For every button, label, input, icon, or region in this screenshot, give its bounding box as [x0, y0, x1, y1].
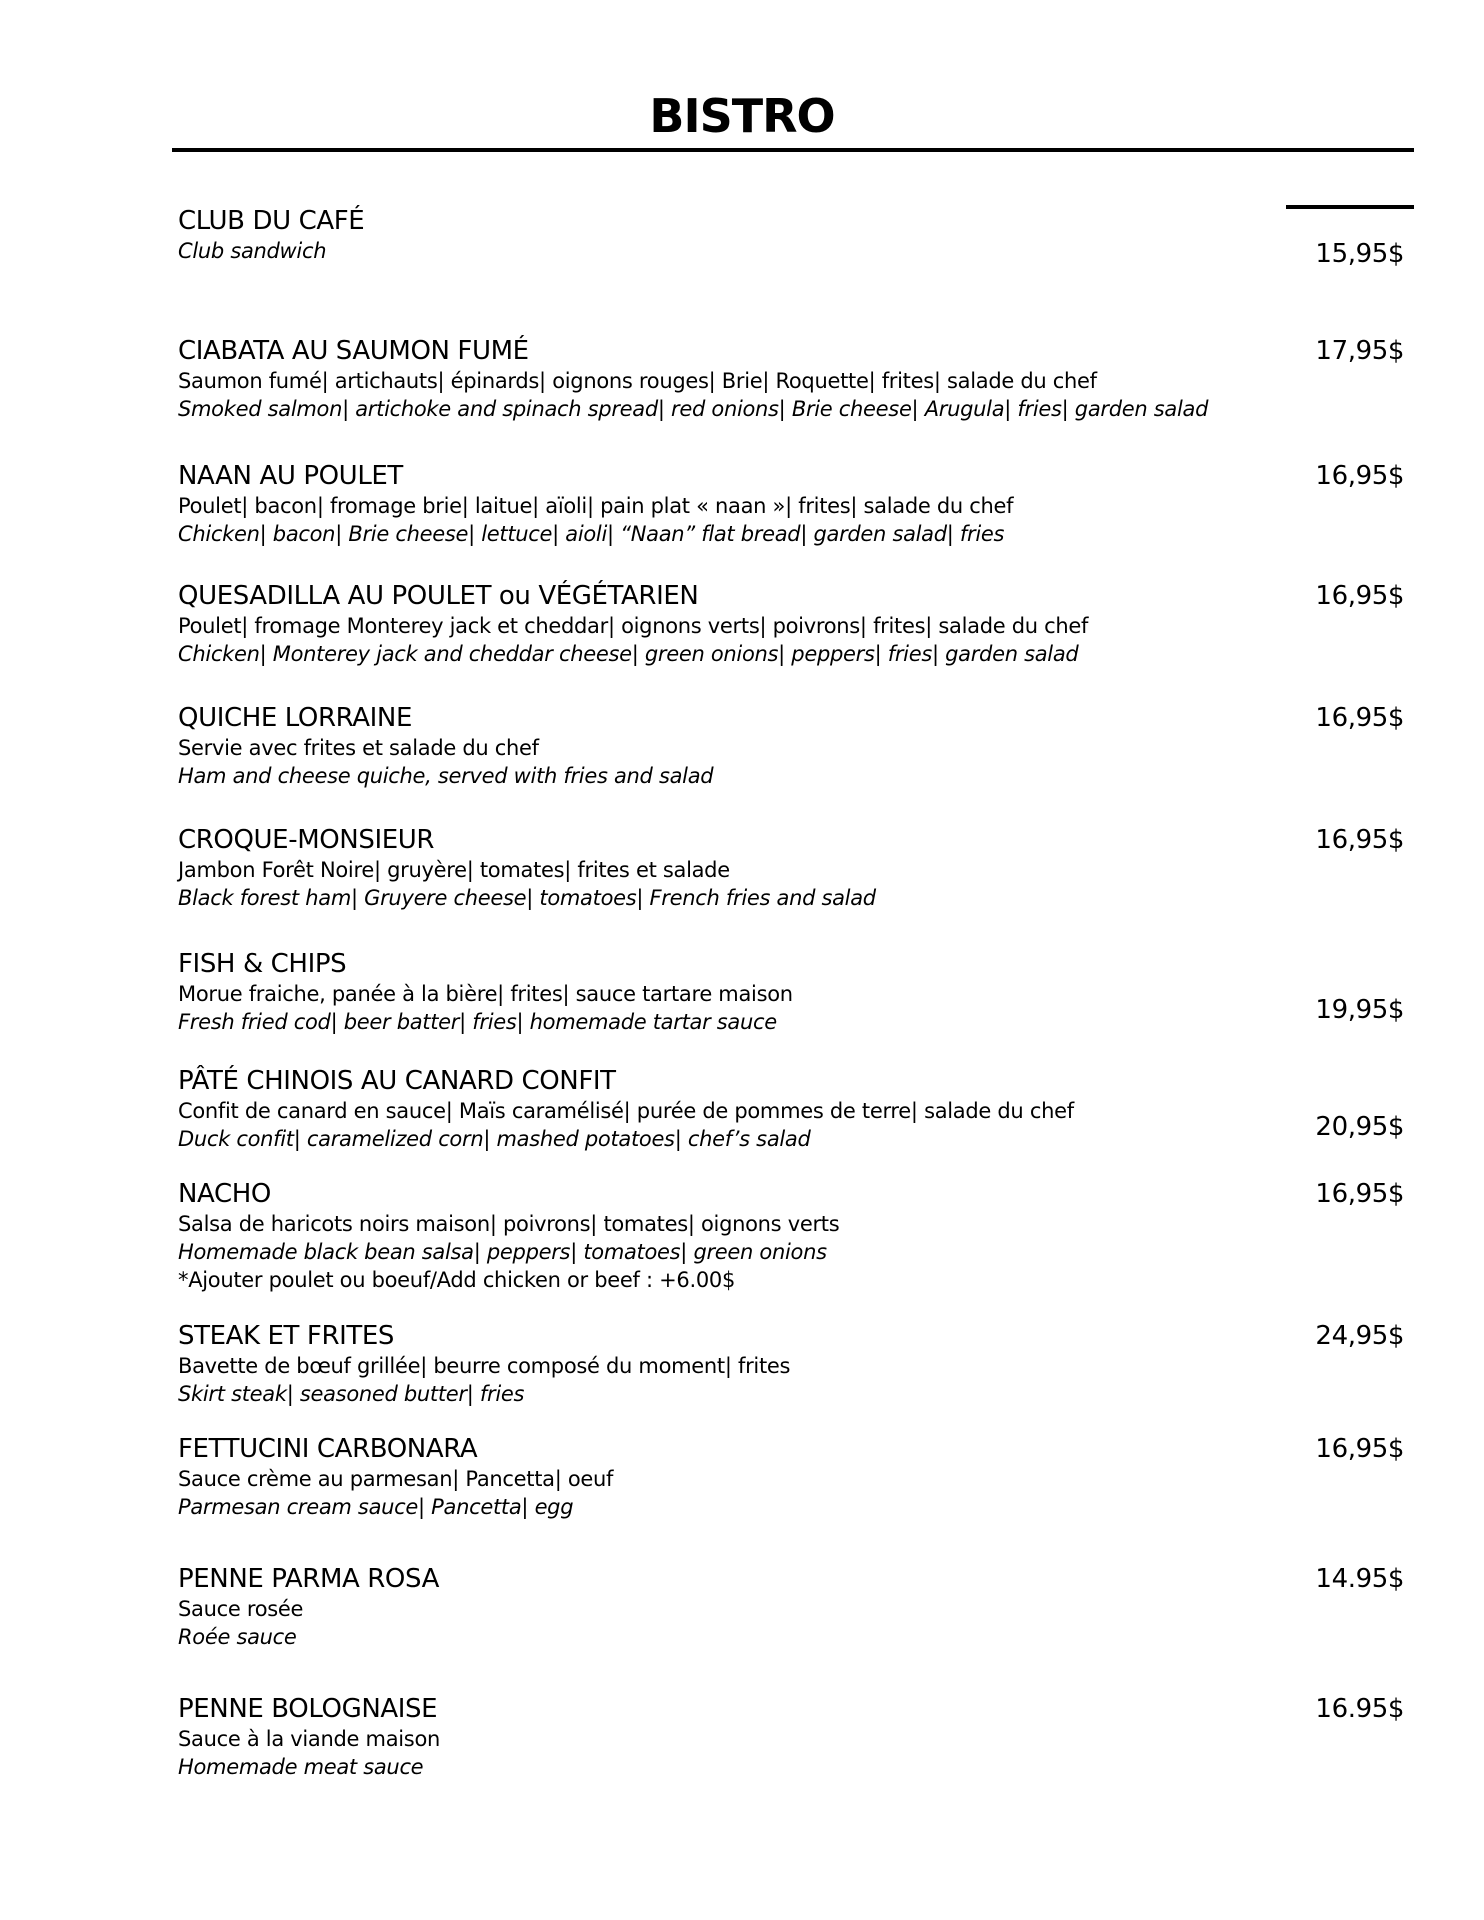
- menu-item-price: 24,95$: [1315, 1321, 1404, 1351]
- menu-item-name: QUESADILLA AU POULET ou VÉGÉTARIEN: [178, 581, 699, 611]
- menu-item-description: Salsa de haricots noirs maison| poivrons| tomates| oignons verts: [178, 1212, 840, 1236]
- menu-item-description-en: Homemade meat sauce: [178, 1755, 424, 1779]
- menu-item-description-en: Parmesan cream sauce| Pancetta| egg: [178, 1495, 574, 1519]
- menu-item-price: 15,95$: [1315, 239, 1404, 269]
- menu-item-name: PENNE BOLOGNAISE: [178, 1694, 438, 1724]
- menu-item-description: *Ajouter poulet ou boeuf/Add chicken or beef : +6.00$: [178, 1268, 736, 1292]
- menu-item-description: Poulet| fromage Monterey jack et cheddar| oignons verts| poivrons| frites| salade du chef: [178, 614, 1089, 638]
- menu-item-price: 16,95$: [1315, 1179, 1404, 1209]
- menu-item-description-en: Roée sauce: [178, 1625, 297, 1649]
- menu-item-description-en: Club sandwich: [178, 239, 327, 263]
- menu-item-description-en: Chicken| bacon| Brie cheese| lettuce| aioli| “Naan” flat bread| garden salad| fries: [178, 522, 1005, 546]
- menu-item: [178, 948, 1278, 1036]
- menu-item-price: 19,95$: [1315, 995, 1404, 1025]
- menu-item-description: Sauce rosée: [178, 1597, 304, 1621]
- menu-item-description: Morue fraiche, panée à la bière| frites| sauce tartare maison: [178, 982, 793, 1006]
- menu-item-description-en: Chicken| Monterey jack and cheddar cheese| green onions| peppers| fries| garden salad: [178, 642, 1079, 666]
- menu-item-price: 16,95$: [1315, 825, 1404, 855]
- menu-item: [178, 1178, 1278, 1294]
- menu-item-name: CIABATA AU SAUMON FUMÉ: [178, 336, 529, 366]
- price-column-divider: [1286, 205, 1414, 209]
- menu-item-name: NAAN AU POULET: [178, 461, 403, 491]
- menu-item-description: Servie avec frites et salade du chef: [178, 736, 539, 760]
- menu-item-name: FETTUCINI CARBONARA: [178, 1434, 478, 1464]
- menu-item-name: STEAK ET FRITES: [178, 1321, 394, 1351]
- menu-item-price: 20,95$: [1315, 1112, 1404, 1142]
- menu-item: [178, 1065, 1278, 1153]
- menu-item: [178, 205, 1278, 265]
- menu-item-name: PÂTÉ CHINOIS AU CANARD CONFIT: [178, 1066, 616, 1096]
- menu-item-name: PENNE PARMA ROSA: [178, 1564, 439, 1594]
- menu-item: [178, 580, 1278, 668]
- menu-item-description: Bavette de bœuf grillée| beurre composé du moment| frites: [178, 1354, 791, 1378]
- menu-item-description: Jambon Forêt Noire| gruyère| tomates| frites et salade: [178, 858, 730, 882]
- menu-item-description-en: Homemade black bean salsa| peppers| tomatoes| green onions: [178, 1240, 827, 1264]
- menu-item-description: Saumon fumé| artichauts| épinards| oignons rouges| Brie| Roquette| frites| salade du chef: [178, 369, 1097, 393]
- menu-item-name: FISH & CHIPS: [178, 949, 347, 979]
- menu-title: BISTRO: [649, 89, 835, 143]
- menu-item-description-en: Black forest ham| Gruyere cheese| tomatoes| French fries and salad: [178, 886, 876, 910]
- menu-item-price: 14.95$: [1315, 1564, 1404, 1594]
- menu-item-description: Confit de canard en sauce| Maïs caramélisé| purée de pommes de terre| salade du chef: [178, 1099, 1074, 1123]
- menu-item-description-en: Smoked salmon| artichoke and spinach spread| red onions| Brie cheese| Arugula| fries| garden salad: [178, 397, 1209, 421]
- menu-item-name: QUICHE LORRAINE: [178, 703, 412, 733]
- menu-item-description-en: Duck confit| caramelized corn| mashed potatoes| chef’s salad: [178, 1127, 811, 1151]
- menu-item: [178, 1693, 1278, 1781]
- menu-item-description-en: Skirt steak| seasoned butter| fries: [178, 1382, 525, 1406]
- menu-item: [178, 460, 1278, 548]
- title-divider: [172, 148, 1414, 152]
- menu-item: [178, 702, 1278, 790]
- menu-item: [178, 335, 1278, 423]
- menu-item-price: 16,95$: [1315, 703, 1404, 733]
- menu-item-description: Poulet| bacon| fromage brie| laitue| aïoli| pain plat « naan »| frites| salade du chef: [178, 494, 1014, 518]
- menu-item: [178, 1433, 1278, 1521]
- menu-item-price: 16.95$: [1315, 1694, 1404, 1724]
- menu-item-description-en: Fresh fried cod| beer batter| fries| homemade tartar sauce: [178, 1010, 777, 1034]
- menu-item: [178, 1320, 1278, 1408]
- menu-item: [178, 824, 1278, 912]
- menu-item-description: Sauce à la viande maison: [178, 1727, 440, 1751]
- menu-item-description-en: Ham and cheese quiche, served with fries and salad: [178, 764, 714, 788]
- menu-item-price: 16,95$: [1315, 1434, 1404, 1464]
- menu-item-name: NACHO: [178, 1179, 271, 1209]
- menu-item-price: 16,95$: [1315, 461, 1404, 491]
- menu-item-price: 16,95$: [1315, 581, 1404, 611]
- menu-item-description: Sauce crème au parmesan| Pancetta| oeuf: [178, 1467, 614, 1491]
- menu-item-price: 17,95$: [1315, 336, 1404, 366]
- menu-item: [178, 1563, 1278, 1651]
- menu-item-name: CROQUE-MONSIEUR: [178, 825, 435, 855]
- menu-item-name: CLUB DU CAFÉ: [178, 206, 365, 236]
